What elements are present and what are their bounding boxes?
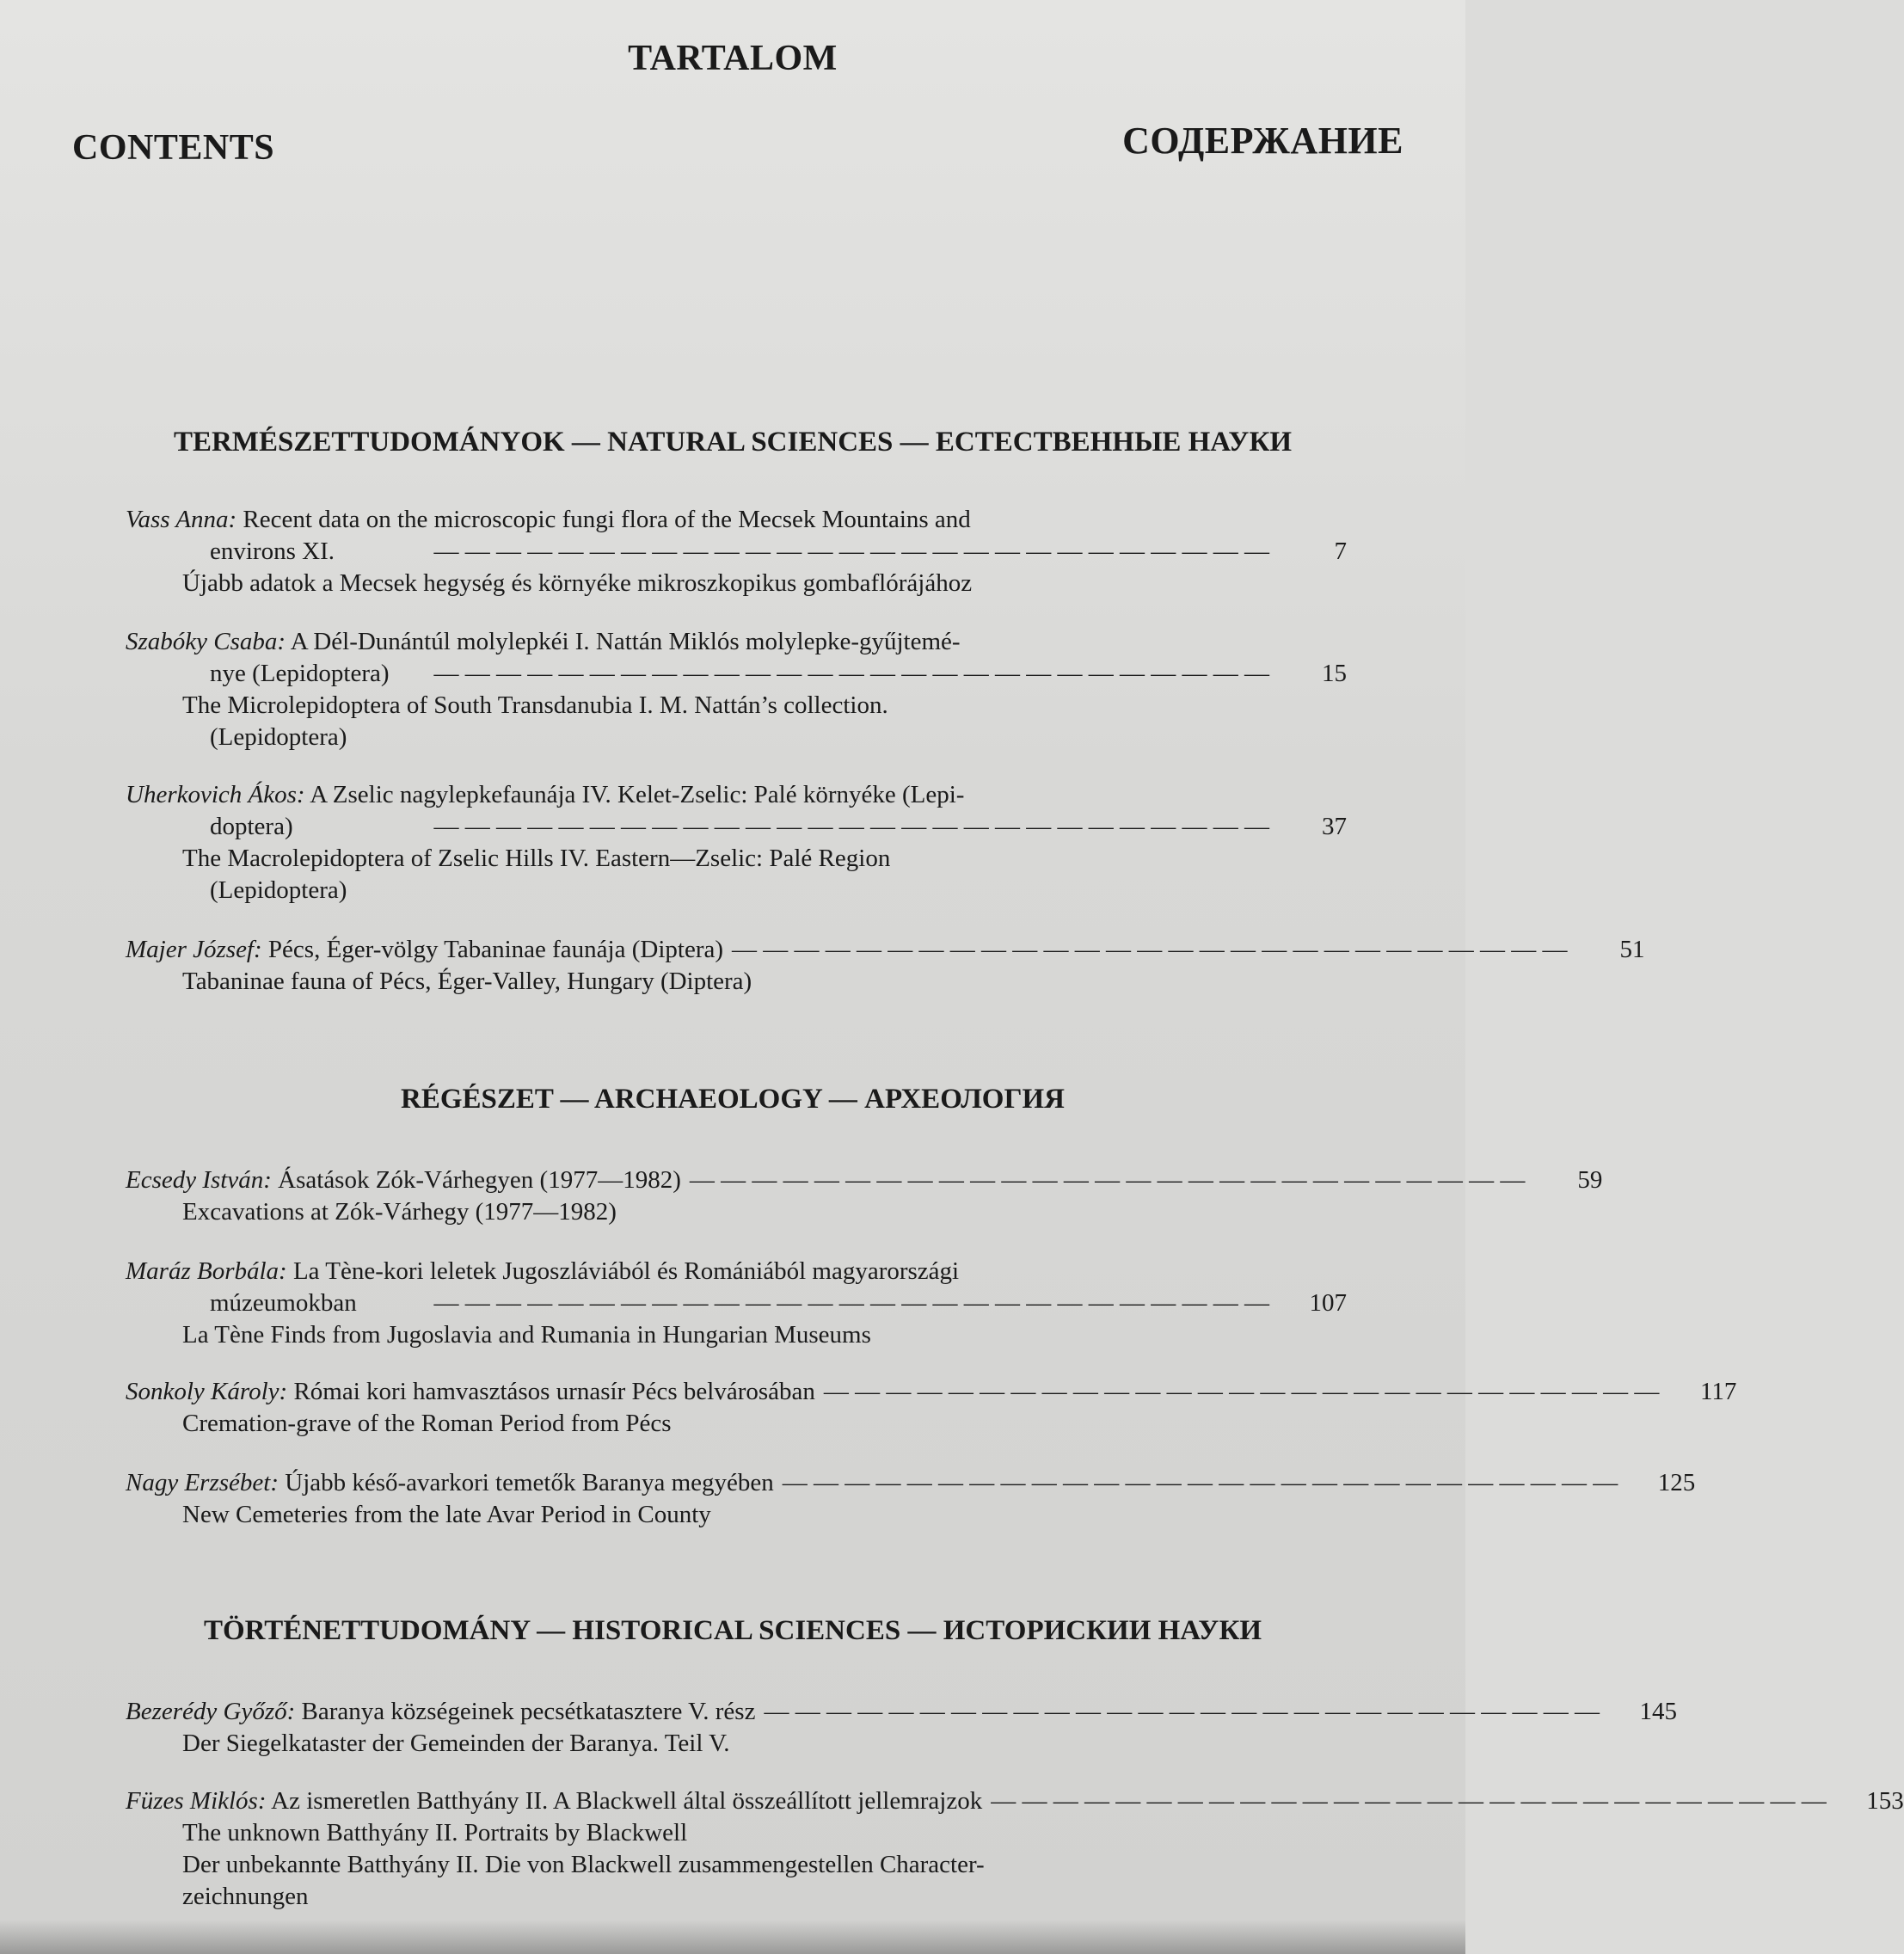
entry-title: A Zselic nagylepkefaunája IV. Kelet-Zselic: Palé környéke (Lepi- <box>310 781 965 808</box>
header-title-center: TARTALOM <box>628 39 838 78</box>
toc-entry <box>126 1467 1696 1531</box>
entry-translation: Tabaninae fauna of Pécs, Éger-Valley, Hungary (Diptera) <box>182 968 752 995</box>
entry-translation: The unknown Batthyány II. Portraits by Blackwell <box>182 1819 688 1846</box>
header-title-right: СОДЕРЖАНИЕ <box>1122 120 1403 162</box>
entry-translation: New Cemeteries from the late Avar Period in County <box>182 1501 711 1528</box>
leader-dashes: — — — — — — — — — — — — — — — — — — — — — — — — — — — <box>433 660 1269 687</box>
entry-translation: Der Siegelkataster der Gemeinden der Baranya. Teil V. <box>182 1730 730 1757</box>
header-title-left: CONTENTS <box>72 128 275 168</box>
entry-title: Ásatások Zók-Várhegyen (1977—1982) <box>278 1166 681 1194</box>
entry-translation: Der unbekannte Batthyány II. Die von Blackwell zusammengestellen Character- <box>182 1851 985 1878</box>
entry-title: Recent data on the microscopic fungi flora of the Mecsek Mountains and <box>243 506 971 533</box>
bottom-shadow <box>0 1920 1465 1954</box>
page-number: 107 <box>1309 1289 1347 1317</box>
entry-translation-cont: (Lepidoptera) <box>210 876 347 904</box>
page-number: 15 <box>1322 660 1347 687</box>
entry-translation-cont: zeichnungen <box>182 1883 309 1910</box>
page-number: 117 <box>1699 1378 1737 1405</box>
toc-entry <box>126 1785 1904 1913</box>
toc-entry <box>126 1376 1737 1440</box>
page-number: 145 <box>1639 1698 1677 1725</box>
toc-entry <box>126 1256 1347 1351</box>
leader-dashes: — — — — — — — — — — — — — — — — — — — — — — — — — — — <box>823 1378 1660 1405</box>
entry-author: Ecsedy István: <box>126 1166 272 1194</box>
entry-title-cont: múzeumokban <box>210 1289 357 1317</box>
page-number: 125 <box>1657 1469 1696 1496</box>
page-number: 51 <box>1619 936 1645 963</box>
entry-author: Szabóky Csaba: <box>126 628 286 655</box>
leader-dashes: — — — — — — — — — — — — — — — — — — — — — — — — — — — <box>764 1698 1600 1725</box>
entry-title-cont: doptera) <box>210 813 293 840</box>
section-title-historical-sciences: TÖRTÉNETTUDOMÁNY — HISTORICAL SCIENCES — ИСТОРИСКИИ НАУКИ <box>203 1615 1262 1646</box>
leader-dashes: — — — — — — — — — — — — — — — — — — — — — — — — — — — <box>732 936 1568 963</box>
leader-dashes: — — — — — — — — — — — — — — — — — — — — — — — — — — — <box>689 1166 1526 1194</box>
toc-entry <box>126 1696 1677 1760</box>
entry-title: Baranya községeinek pecsétkatasztere V. rész <box>301 1698 756 1725</box>
section-title-archaeology: RÉGÉSZET — ARCHAEOLOGY — АРХЕОЛОГИЯ <box>401 1084 1065 1115</box>
page-number: 59 <box>1577 1166 1603 1194</box>
leader-dashes: — — — — — — — — — — — — — — — — — — — — — — — — — — — <box>782 1469 1618 1496</box>
toc-entry <box>126 934 1645 998</box>
entry-author: Maráz Borbála: <box>126 1257 287 1285</box>
section-title-natural-sciences: TERMÉSZETTUDOMÁNYOK — NATURAL SCIENCES — ЕСТЕСТВЕННЫЕ НАУКИ <box>173 427 1293 458</box>
toc-entry <box>126 504 1347 599</box>
toc-entry <box>126 779 1347 906</box>
entry-author: Bezerédy Győző: <box>126 1698 296 1725</box>
toc-entry <box>126 626 1347 753</box>
entry-translation: Cremation-grave of the Roman Period from Pécs <box>182 1410 672 1437</box>
entry-title-cont: nye (Lepidoptera) <box>210 660 390 687</box>
leader-dashes: — — — — — — — — — — — — — — — — — — — — — — — — — — — <box>433 1289 1269 1317</box>
entry-author: Füzes Miklós: <box>126 1787 267 1815</box>
page-number: 153 <box>1866 1787 1904 1815</box>
entry-title: Pécs, Éger-völgy Tabaninae faunája (Diptera) <box>267 936 724 963</box>
entry-author: Vass Anna: <box>126 506 237 533</box>
entry-author: Uherkovich Ákos: <box>126 781 305 808</box>
entry-title: La Tène-kori leletek Jugoszláviából és Romániából magyarországi <box>292 1257 960 1285</box>
entry-title-cont: environs XI. <box>210 538 335 565</box>
entry-translation: Excavations at Zók-Várhegy (1977—1982) <box>182 1198 617 1226</box>
entry-author: Majer József: <box>126 936 262 963</box>
leader-dashes: — — — — — — — — — — — — — — — — — — — — — — — — — — — <box>433 538 1269 565</box>
entry-title: Újabb késő-avarkori temetők Baranya megyében <box>285 1469 774 1496</box>
page-number: 7 <box>1334 538 1347 565</box>
entry-author: Sonkoly Károly: <box>126 1378 288 1405</box>
entry-author: Nagy Erzsébet: <box>126 1469 279 1496</box>
leader-dashes: — — — — — — — — — — — — — — — — — — — — — — — — — — — <box>433 813 1269 840</box>
entry-title: Római kori hamvasztásos urnasír Pécs belvárosában <box>293 1378 815 1405</box>
entry-translation: La Tène Finds from Jugoslavia and Rumania in Hungarian Museums <box>182 1321 871 1349</box>
entry-translation: The Macrolepidoptera of Zselic Hills IV. Eastern—Zselic: Palé Region <box>182 845 891 872</box>
entry-title: A Dél-Dunántúl molylepkéi I. Nattán Miklós molylepke-gyűjtemé- <box>290 628 961 655</box>
entry-translation: The Microlepidoptera of South Transdanubia I. M. Nattán’s collection. <box>182 691 888 719</box>
page-number: 37 <box>1322 813 1347 840</box>
leader-dashes: — — — — — — — — — — — — — — — — — — — — — — — — — — — <box>991 1787 1827 1815</box>
entry-translation-cont: (Lepidoptera) <box>210 723 347 751</box>
entry-translation: Újabb adatok a Mecsek hegység és környéke mikroszkopikus gombaflórájához <box>182 569 973 597</box>
toc-entry <box>126 1164 1603 1228</box>
entry-title: Az ismeretlen Batthyány II. A Blackwell által összeállított jellemrajzok <box>271 1787 983 1815</box>
